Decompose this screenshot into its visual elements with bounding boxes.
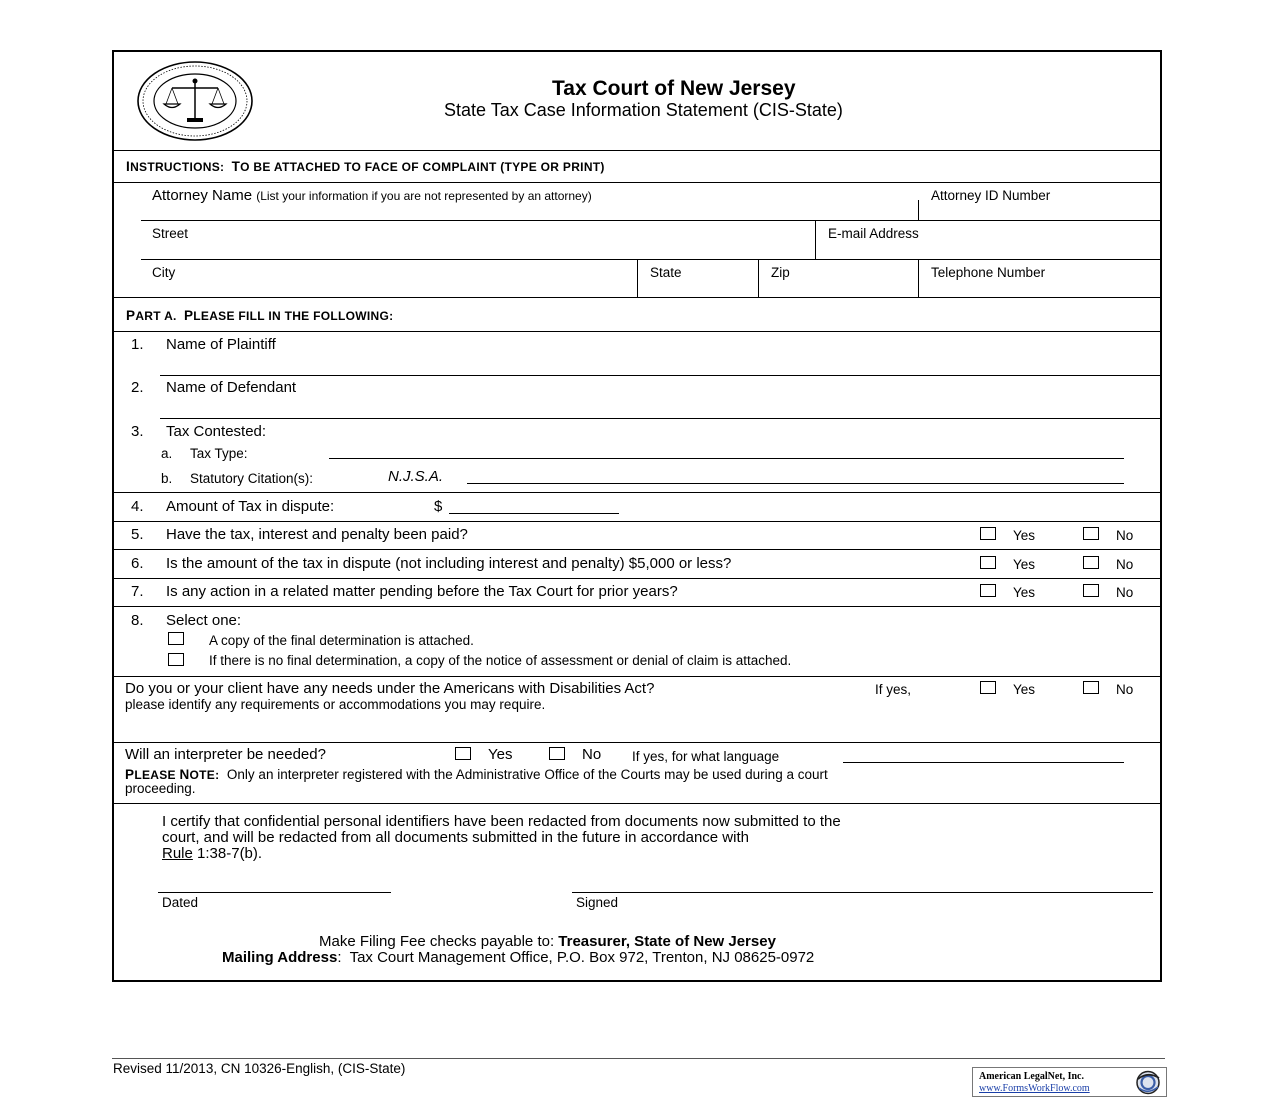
statutory-citation-label: Statutory Citation(s): (190, 471, 314, 486)
note-cap1: P (125, 767, 135, 782)
ada-yes-label: Yes (1013, 682, 1036, 697)
plaintiff-label: Name of Plaintiff (166, 336, 276, 353)
divider (160, 418, 1161, 419)
divider (113, 676, 1161, 677)
divider (113, 549, 1161, 550)
signature-line[interactable] (572, 892, 1153, 893)
form-subtitle: State Tax Case Information Statement (CIS-State) (444, 100, 843, 120)
final-determination-label: A copy of the final determination is attached. (209, 633, 474, 648)
q7-number: 7. (131, 583, 144, 600)
divider (758, 259, 759, 297)
divider (113, 521, 1161, 522)
q4-number: 4. (131, 498, 144, 515)
ada-no-checkbox[interactable] (1083, 681, 1099, 694)
q7-yes-checkbox[interactable] (980, 584, 996, 597)
divider (113, 331, 1161, 332)
divider (918, 259, 919, 297)
rule-link: Rule (162, 845, 193, 862)
form-title: Tax Court of New Jersey (552, 77, 796, 100)
note-w1: LEASE (134, 768, 176, 782)
instructions-lead-cap: I (126, 159, 131, 174)
part-a-cap1: P (126, 308, 136, 323)
q3-number: 3. (131, 423, 144, 440)
q5-yes-label: Yes (1013, 528, 1036, 543)
divider (113, 742, 1161, 743)
q1-number: 1. (131, 336, 144, 353)
defendant-label: Name of Defendant (166, 379, 297, 396)
interpreter-no-checkbox[interactable] (549, 747, 565, 760)
q7-label: Is any action in a related matter pending before the Tax Court for prior years? (166, 583, 678, 600)
note-text: Only an interpreter registered with the Administrative Office of the Courts may be used during a court (226, 767, 828, 782)
njsa-prefix: N.J.S.A. (388, 468, 444, 485)
q5-no-checkbox[interactable] (1083, 527, 1099, 540)
interpreter-yes-label: Yes (488, 746, 513, 763)
filing-fee-line (319, 933, 776, 950)
instructions-lead: NSTRUCTIONS: (130, 160, 225, 174)
tax-type-line[interactable] (329, 458, 1124, 459)
certify-line-1: I certify that confidential personal identifiers have been redacted from documents now submitted to the (162, 813, 841, 830)
instructions-heading (126, 158, 605, 176)
q6-no-checkbox[interactable] (1083, 556, 1099, 569)
instructions-text-cap: T (231, 159, 241, 174)
part-a-cap2: P (183, 308, 194, 323)
divider (160, 375, 1161, 376)
ada-question: Do you or your client have any needs under the Americans with Disabilities Act? (125, 680, 655, 697)
note-w2: OTE: (189, 768, 220, 782)
q7-yes-label: Yes (1013, 585, 1036, 600)
interpreter-yes-checkbox[interactable] (455, 747, 471, 760)
ada-if-yes: If yes, (875, 682, 912, 697)
select-one-label: Select one: (166, 612, 242, 629)
q6-yes-checkbox[interactable] (980, 556, 996, 569)
mailing-address: Tax Court Management Office, P.O. Box 972, Trenton, NJ 08625-0972 (349, 949, 815, 966)
certify-line-2: court, and will be redacted from all documents submitted in the future in accordance with (162, 829, 749, 846)
telephone-label: Telephone Number (931, 265, 1046, 280)
mailing-address-label: Mailing Address (222, 949, 338, 966)
q2-number: 2. (131, 379, 144, 396)
currency-symbol: $ (434, 498, 443, 515)
attorney-name-note: (List your information if you are not represented by an attorney) (256, 189, 592, 203)
signed-label: Signed (576, 895, 619, 910)
ada-no-label: No (1116, 682, 1134, 697)
badge-company: American LegalNet, Inc. (979, 1071, 1084, 1082)
divider (815, 220, 816, 259)
amount-line[interactable] (449, 513, 619, 514)
q7-no-label: No (1116, 585, 1134, 600)
mailing-address-line (222, 949, 814, 966)
tax-type-label: Tax Type: (190, 446, 248, 461)
dated-label: Dated (162, 895, 199, 910)
dated-line[interactable] (158, 892, 391, 893)
mailing-colon: : (337, 949, 342, 966)
revision-note: Revised 11/2013, CN 10326-English, (CIS-State) (113, 1061, 406, 1076)
state-label: State (650, 265, 682, 280)
interpreter-no-label: No (582, 746, 602, 763)
note-cap2: N (179, 767, 190, 782)
rule-rest: 1:38-7(b). (197, 845, 263, 862)
q6-yes-label: Yes (1013, 557, 1036, 572)
divider (113, 606, 1161, 607)
final-determination-checkbox[interactable] (168, 632, 184, 645)
street-label: Street (152, 226, 189, 241)
divider (637, 259, 638, 297)
part-a-w2: LEASE FILL IN THE FOLLOWING: (193, 309, 394, 323)
note-text-continued: proceeding. (125, 781, 196, 796)
attorney-id-label: Attorney ID Number (931, 188, 1051, 203)
footer-divider (112, 1058, 1165, 1059)
q5-number: 5. (131, 526, 144, 543)
language-label: If yes, for what language (632, 749, 780, 764)
q8-number: 8. (131, 612, 144, 629)
no-final-determination-checkbox[interactable] (168, 653, 184, 666)
no-final-determination-label: If there is no final determination, a copy of the notice of assessment or denial of claim is attached. (209, 653, 792, 668)
q7-no-checkbox[interactable] (1083, 584, 1099, 597)
q6-number: 6. (131, 555, 144, 572)
divider (113, 492, 1161, 493)
part-a-heading (126, 307, 393, 325)
email-label: E-mail Address (828, 226, 919, 241)
ada-requirements-label: please identify any requirements or accommodations you may require. (125, 697, 546, 712)
divider (113, 578, 1161, 579)
instructions-text: O BE ATTACHED TO FACE OF COMPLAINT (TYPE OR PRINT) (240, 160, 605, 174)
q5-label: Have the tax, interest and penalty been paid? (166, 526, 468, 543)
payee: Treasurer, State of New Jersey (558, 933, 776, 950)
divider (918, 200, 919, 220)
language-line[interactable] (843, 762, 1124, 763)
divider (141, 220, 1161, 221)
legalnet-badge[interactable] (972, 1067, 1167, 1097)
attorney-name-text: Attorney Name (152, 187, 253, 204)
divider (113, 150, 1161, 151)
q3b-letter: b. (161, 471, 173, 486)
certify-line-3 (162, 845, 262, 862)
divider (113, 803, 1161, 804)
filing-fee-text: Make Filing Fee checks payable to: (319, 933, 555, 950)
ada-yes-checkbox[interactable] (980, 681, 996, 694)
legalnet-globe-icon (1130, 1069, 1166, 1096)
divider (113, 182, 1161, 183)
divider (141, 259, 1161, 260)
divider (113, 297, 1161, 298)
amount-label: Amount of Tax in dispute: (166, 498, 335, 515)
attorney-name-label (152, 187, 592, 205)
city-label: City (152, 265, 176, 280)
q3a-letter: a. (161, 446, 173, 461)
q6-label: Is the amount of the tax in dispute (not including interest and penalty) $5,000 or less? (166, 555, 732, 572)
q5-yes-checkbox[interactable] (980, 527, 996, 540)
statutory-citation-line[interactable] (467, 483, 1124, 484)
tax-contested-label: Tax Contested: (166, 423, 267, 440)
interpreter-note (125, 766, 828, 784)
interpreter-question: Will an interpreter be needed? (125, 746, 326, 763)
part-a-w1: ART A. (135, 309, 177, 323)
badge-url[interactable]: www.FormsWorkFlow.com (979, 1083, 1090, 1094)
zip-label: Zip (771, 265, 790, 280)
q6-no-label: No (1116, 557, 1134, 572)
q5-no-label: No (1116, 528, 1134, 543)
